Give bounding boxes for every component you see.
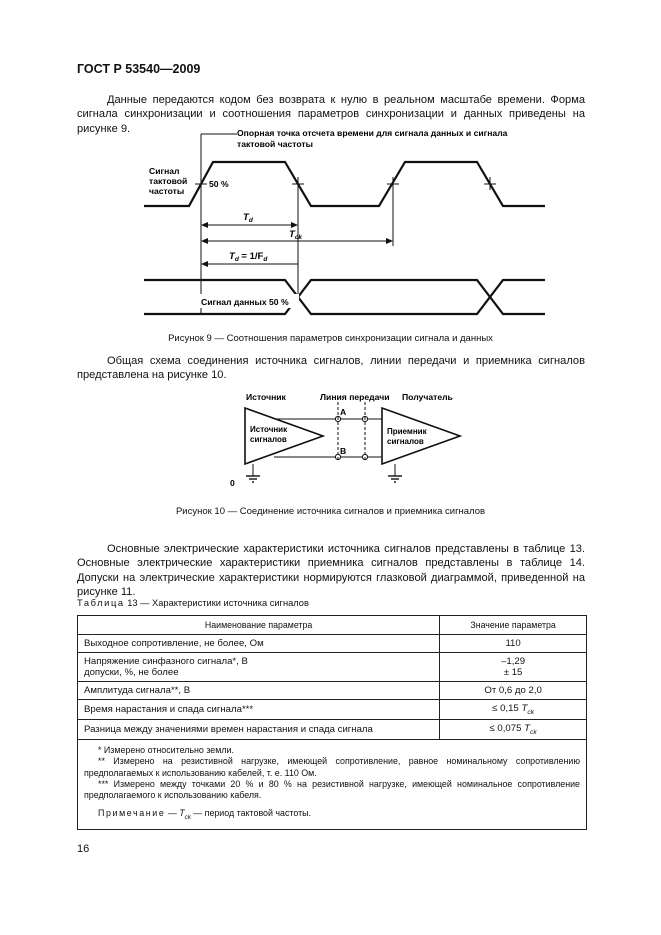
col-header-value: Значение параметра — [440, 616, 587, 635]
page-number: 16 — [77, 843, 90, 855]
table-row — [78, 700, 587, 720]
row-value: ≤ 0,075 $T_{ck}$ — [440, 719, 587, 739]
clock-50-percent-label: 50 % — [209, 179, 229, 189]
row-name: Время нарастания и спада сигнала*** — [78, 700, 440, 720]
td-arrow-head-left — [201, 222, 208, 228]
table-notes-row — [78, 739, 587, 829]
point-b-label: B — [340, 446, 347, 456]
reference-point-label-line2: тактовой частоты — [237, 139, 313, 149]
table-header-row — [78, 616, 587, 635]
clock-label-line2: тактовой — [149, 176, 188, 186]
paragraph-connection-scheme: Общая схема соединения источника сигналов, линии передачи и приемника сигналов представлена на рисунке 10. — [77, 355, 585, 382]
clock-label-line3: частоты — [149, 186, 185, 196]
source-inner-label-1: Источник — [250, 425, 288, 434]
note-1: * Измерено относительно земли. — [98, 744, 234, 755]
line-title: Линия передачи — [320, 392, 390, 402]
row-name: Амплитуда сигнала**, В — [78, 682, 440, 700]
note-3: *** Измерено между точками 20 % и 80 % на резистивной нагрузке, имеющей номинальное сопротивление предполагаемого к использованию кабеля. — [84, 779, 580, 801]
row-value: От 0,6 до 2,0 — [440, 682, 587, 700]
row-value: ≤ 0,15 $T_{ck}$ — [440, 700, 587, 720]
ground-label: 0 — [230, 478, 235, 488]
table-13-title: Таблица 13 — Характеристики источника сигналов — [77, 598, 309, 608]
table-row — [78, 682, 587, 700]
table-row — [78, 653, 587, 682]
receiver-title: Получатель — [402, 392, 453, 402]
tck-arrow-head-right — [386, 238, 393, 244]
table-row — [78, 635, 587, 653]
tck-label: $T_{ck}$ — [289, 229, 303, 241]
figure-10-connection-diagram — [220, 390, 480, 495]
figure-9-caption: Рисунок 9 — Соотношения параметров синхронизации сигнала и данных — [168, 333, 493, 344]
row-name: Выходное сопротивление, не более, Ом — [78, 635, 440, 653]
row-value: –1,29 ± 15 — [440, 653, 587, 682]
col-header-name: Наименование параметра — [78, 616, 440, 635]
row-name: Напряжение синфазного сигнала*, В допуски, %, не более — [78, 653, 440, 682]
figure-10-caption: Рисунок 10 — Соединение источника сигналов и приемника сигналов — [175, 506, 486, 517]
source-title: Источник — [246, 392, 286, 402]
receiver-inner-label-1: Приемник — [387, 427, 427, 436]
data-signal-label: Сигнал данных 50 % — [201, 297, 289, 307]
document-header: ГОСТ Р 53540—2009 — [77, 62, 201, 76]
receiver-triangle — [382, 408, 460, 464]
source-inner-label-2: сигналов — [250, 435, 287, 444]
td-label: $T_d$ — [243, 212, 253, 224]
period-label: $T_d = 1/F_d$ — [229, 251, 268, 263]
clock-label-line1: Сигнал — [149, 166, 180, 176]
table-row — [78, 719, 587, 739]
period-arrow-head — [201, 261, 208, 267]
row-name: Разница между значениями времен нарастания и спада сигнала — [78, 719, 440, 739]
note-2: ** Измерено на резистивной нагрузке, имеющей сопротивление, равное номинальному сопротивлению предполагаемых к использованию кабелей, т. е. 110 Ом. — [84, 756, 580, 778]
tck-arrow-head-left — [201, 238, 208, 244]
row-value: 110 — [440, 635, 587, 653]
point-a-label: A — [340, 407, 347, 417]
td-arrow-head-right — [291, 222, 298, 228]
paragraph-data-transfer: Данные передаются кодом без возврата к нулю в реальном масштабе времени. Форма сигнала синхронизации и соотношения параметров синхронизации и данных приведены на рисунке 9. — [77, 94, 585, 135]
figure-9-timing-diagram — [77, 124, 597, 324]
receiver-inner-label-2: сигналов — [387, 437, 424, 446]
table-13 — [77, 615, 587, 830]
reference-point-label-line1: Опорная точка отсчета времени для сигнала данных и сигнала — [237, 128, 508, 138]
table-note: Примечание — $T_{ck}$ — период тактовой частоты. — [98, 807, 312, 821]
table-notes — [78, 739, 587, 829]
paragraph-characteristics: Основные электрические характеристики источника сигналов представлены в таблице 13. Основные электрические характеристики приемника сигналов представлены в таблице 14. Допуски на электрические характеристики нормируются глазковой диаграммой, приведенной на рисунке 11. — [77, 543, 585, 599]
